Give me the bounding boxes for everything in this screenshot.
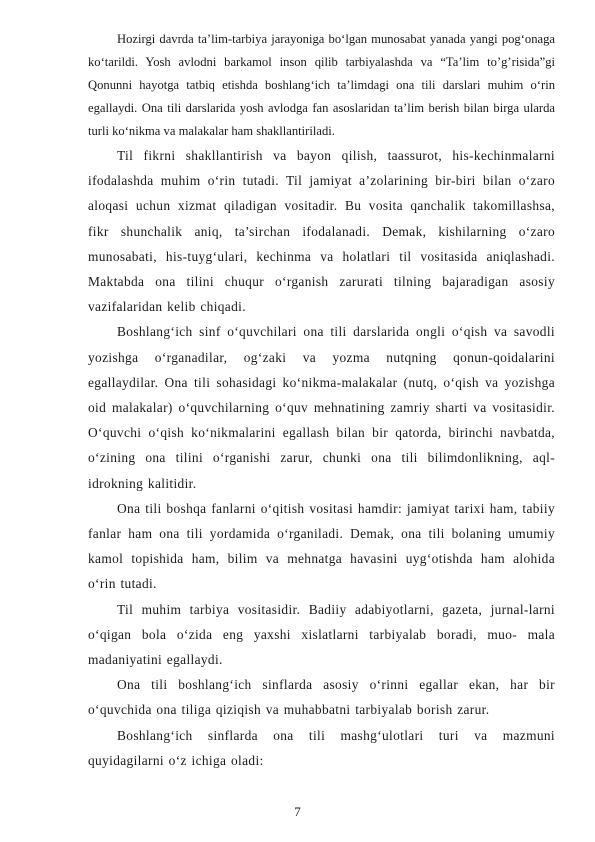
page-number: 7	[294, 804, 301, 819]
paragraph-5: Til muhim tarbiya vositasidir. Badiiy adabiyotlarni, gazeta, jurnal-larni o‘qigan bola o‘zida eng yaxshi xislatlarni tarbiyalab boradi, muo- mala madaniyatini egallaydi.	[88, 601, 555, 668]
paragraph-7: Boshlang‘ich sinflarda ona tili mashg‘ulotlari turi va mazmuni quyidagilarni o‘z ichiga oladi:	[88, 727, 555, 768]
body-text	[88, 28, 555, 773]
paragraph-1: Hozirgi davrda ta’lim-tarbiya jarayoniga bo‘lgan munosabat yanada yangi pog‘onaga ko‘tarildi. Yosh avlodni barkamol inson qilib tarbiyalashda va “Ta’lim to’g’risida”gi Qonunni hayotga tatbiq etishda boshlang‘ich ta’limdagi ona tili darslari muhim o‘rin egallaydi. Ona tili darslarida yosh avlodga fan asoslaridan ta’lim berish bilan birga ularda turli ko‘nikma va malakalar ham shakllantiriladi.	[88, 32, 555, 138]
paragraph-6: Ona tili boshlang‘ich sinflarda asosiy o‘rinni egallar ekan, har bir o‘quvchida ona tiliga qiziqish va muhabbatni tarbiyalab borish zarur.	[88, 677, 555, 718]
paragraph-3: Boshlang‘ich sinf o‘quvchilari ona tili darslarida ongli o‘qish va savodli yozishga o‘rganadilar, og‘zaki va yozma nutqning qonun-qoidalarini egallaydilar. Ona tili sohasidagi ko‘nikma-malakalar (nutq, o‘qish va yozishga oid malakalar) o‘quvchilarning o‘quv mehnatining zamriy sharti va vositasidir. O‘quvchi o‘qish ko‘nikmalarini egallash bilan bir qatorda, birinchi navbatda, o‘zining ona tilini o‘rganishi zarur, chunki ona tili bilimdonlikning, aql-idrokning kalitidir.	[88, 324, 555, 491]
paragraph-2: Til fikrni shakllantirish va bayon qilish, taassurot, his-kechinmalarni ifodalashda muhim o‘rin tutadi. Til jamiyat a’zolarining bir-biri bilan o‘zaro aloqasi uchun xizmat qiladigan vositadir. Bu vosita qanchalik takomillashsa, fikr shunchalik aniq, ta’sirchan ifodalanadi. Demak, kishilarning o‘zaro munosabati, his-tuyg‘ulari, kechinma va holatlari til vositasida aniqlashadi. Maktabda ona tilini chuqur o‘rganish zarurati tilning bajaradigan asosiy vazifalaridan kelib chiqadi.	[88, 148, 555, 315]
paragraph-4: Ona tili boshqa fanlarni o‘qitish vositasi hamdir: jamiyat tarixi ham, tabiiy fanlar ham ona tili yordamida o‘rganiladi. Demak, ona tili bolaning umumiy kamol topishida ham, bilim va mehnatga havasini uyg‘otishda ham alohida o‘rin tutadi.	[88, 500, 555, 592]
